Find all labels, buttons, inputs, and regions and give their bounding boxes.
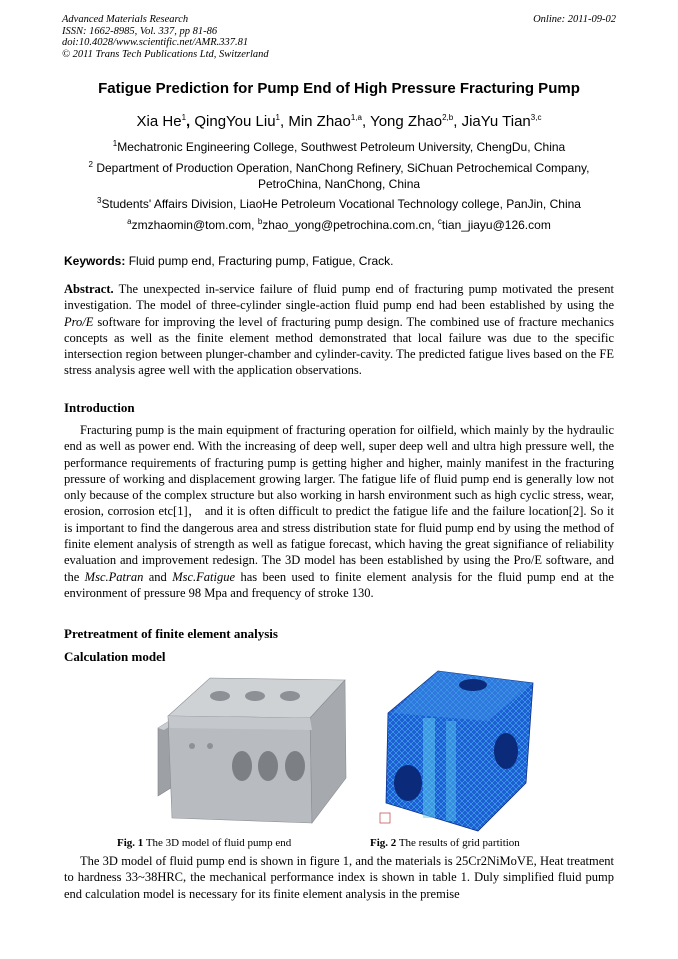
author-list: Xia He$^1$, QingYou Liu$^1$, Min Zhao$^{1,a}$, Yong Zhao$^{2,b}$, JiaYu Tian$^{3,c}$ [136, 113, 542, 130]
affiliation-2: $^2$ Department of Production Operation, NanChong Refinery, SiChuan Petrochemical Company, PetroChina, NanChong, China [88, 160, 590, 191]
section-heading-introduction: Introduction [64, 400, 135, 415]
figure-1-pump-model [150, 668, 355, 828]
copyright: © 2011 Trans Tech Publications Ltd, Switzerland [62, 48, 269, 60]
figure-2-caption: Fig. 2 The results of grid partition [370, 837, 520, 849]
affiliation-3: $^3$Students' Affairs Division, LiaoHe Petroleum Vocational Technology college, PanJin, China [97, 196, 581, 211]
journal-name: Advanced Materials Research [62, 14, 189, 25]
author: Min Zhao [288, 113, 351, 130]
issn: ISSN: 1662-8985, Vol. 337, pp 81-86 [62, 25, 218, 37]
introduction-paragraph: Fracturing pump is the main equipment of fracturing operation for oilfield, which mainly by the hydraulic end as well as power end. With the increasing of deep well, super deep well and ultra high pressure well, the performance requirements of fracturing pump is getting higher and higher, mainly manifest in the fracturing pressure of working and displacement growing larger. The fatigue life of fluid pump end is generally low not only because of the complex structure but also working in harsh environment such as high cyclic stress, wear, erosion, corrosion etc[1]， and it is often difficult to predict the fatigue life and the failure location[2]. So it is important to find the dangerous area and stress distribution state for fluid pump end by using the method of finite element analysis of strength as well as fatigue forecast, which having the great signifiance of reliability evaluation and improvement redesign. The 3D model has been established by using the Pro/E software, and the Msc.Patran and Msc.Fatigue has been used to finite element analysis for the fluid pump end at the environment of pressure 98 Mpa and frequency of stroke 130. [64, 423, 614, 600]
author-emails: $^a$zmzhaomin@tom.com, $^b$zhao_yong@petrochina.com.cn, $^c$tian_jiayu@126.com [127, 217, 551, 232]
body-paragraph: The 3D model of fluid pump end is shown in figure 1, and the materials is 25Cr2NiMoVE, Heat treatment to hardness 33~38HRC, the mechanical performance index is shown in table 1. Duly simplified fluid pump end calculation model is necessary for its finite element analysis in the premise [64, 854, 614, 901]
doi: doi:10.4028/www.scientific.net/AMR.337.81 [62, 37, 249, 48]
keywords-label: Keywords: [64, 254, 126, 268]
online-date: Online: 2011-09-02 [533, 14, 616, 25]
figure-2-mesh-model [378, 663, 543, 833]
abstract-label: Abstract. [64, 282, 114, 296]
author: Yong Zhao [370, 113, 443, 130]
author: JiaYu Tian [461, 113, 531, 130]
author: QingYou Liu [194, 113, 276, 130]
section-heading-pretreatment: Pretreatment of finite element analysis [64, 626, 278, 641]
figure-1-caption: Fig. 1 The 3D model of fluid pump end [117, 837, 292, 849]
abstract: Abstract. The unexpected in-service failure of fluid pump end of fracturing pump motivated the present investigation. The model of three-cylinder single-action fluid pump end had been established by using the Pro/E software for improving the level of fracturing pump design. The combined use of fracture mechanics concepts as well as the finite element method demonstrated that local failure was due to the specific intersection region between plunger-chamber and cylinder-cavity. The predicted fatigue lives based on the FE stress analysis agree well with the application observations. [64, 282, 614, 378]
journal-header [62, 14, 269, 60]
affiliation-1: $^1$Mechatronic Engineering College, Southwest Petroleum University, ChengDu, China [112, 139, 566, 154]
subsection-heading-calculation-model: Calculation model [64, 649, 166, 664]
author: Xia He [136, 113, 182, 130]
paper-title: Fatigue Prediction for Pump End of High Pressure Fracturing Pump [98, 80, 580, 97]
keywords: Keywords: Fluid pump end, Fracturing pump, Fatigue, Crack. [64, 254, 394, 268]
